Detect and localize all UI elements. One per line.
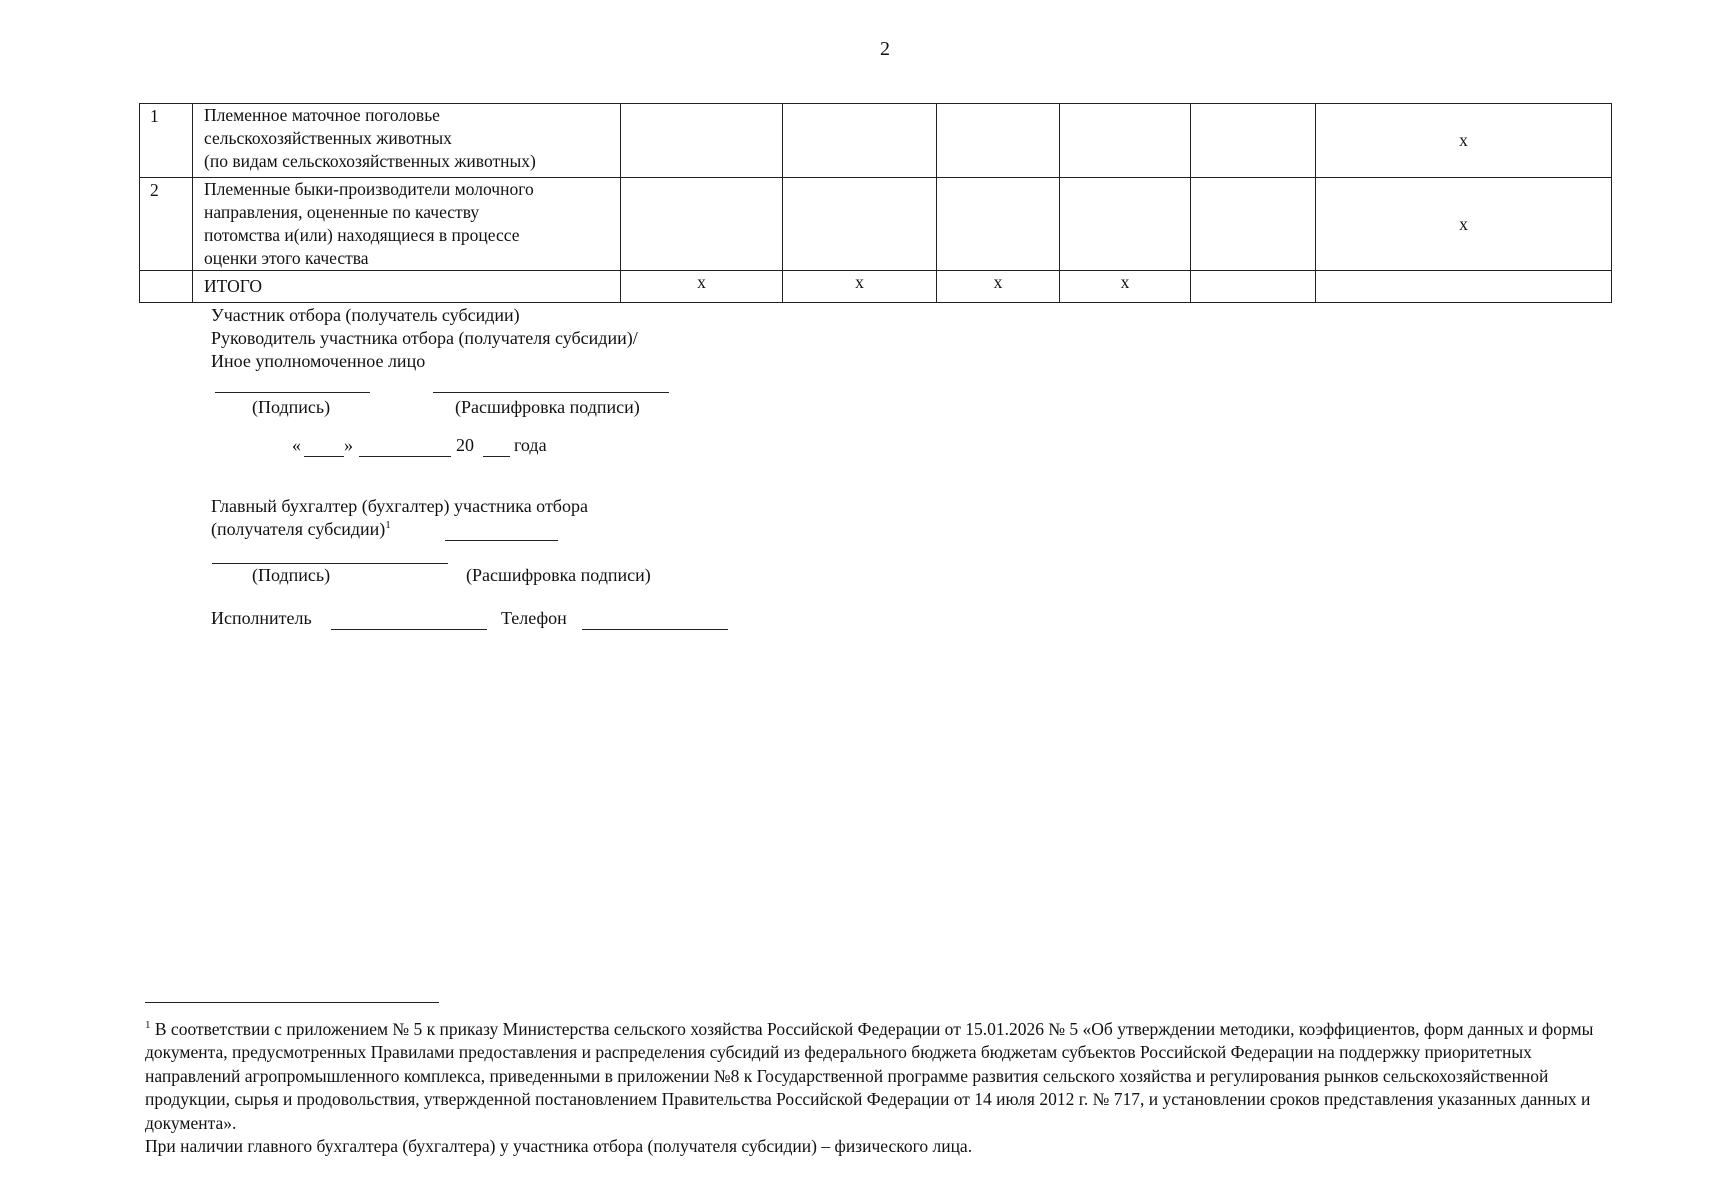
participant-block [211,304,638,373]
phone-label: Телефон [501,608,567,628]
footnote-text-2: При наличии главного бухгалтера (бухгалтера) у участника отбора (получателя субсидии) – физического лица. [145,1136,973,1157]
table-cell: x [621,271,783,303]
table-cell [1191,271,1316,303]
row-name-line: (по видам сельскохозяйственных животных) [204,151,536,171]
row-number [140,271,193,303]
total-label: ИТОГО [204,276,263,296]
row-number: 2 [140,178,193,271]
accountant-signature-line [212,563,448,564]
table-row [140,178,1612,271]
row-name-line: потомства и(или) находящиеся в процессе [204,225,520,245]
row-name-line: Племенное маточное поголовье [204,105,440,125]
decode-line [433,392,669,393]
table-cell [1191,178,1316,271]
footnote [145,1014,1605,1159]
executor-line [331,629,487,630]
decode-label: (Расшифровка подписи) [455,397,640,417]
date-month-line [359,456,451,457]
row-name-line: оценки этого качества [204,248,369,268]
table-cell [621,178,783,271]
sign-label: (Подпись) [252,397,331,417]
table-cell [937,104,1060,178]
accountant-sign-line [445,540,558,541]
table-cell [937,178,1060,271]
table-cell [1316,271,1612,303]
signature-line [215,392,370,393]
row-name [193,104,621,178]
participant-line: Участник отбора (получатель субсидии) [211,305,520,325]
table-cell: x [937,271,1060,303]
page-number: 2 [880,38,890,60]
decode-label: (Расшифровка подписи) [466,565,651,585]
phone-line [582,629,728,630]
row-name [193,178,621,271]
row-name-line: сельскохозяйственных животных [204,128,452,148]
executor-label: Исполнитель [211,608,312,628]
footnote-text: В соответствии с приложением № 5 к приказу Министерства сельского хозяйства Российской Федерации от 15.01.2026 № 5 «Об утверждении методики, коэффициентов, форм данных и формы документа, предусмотренных Правилами предоставления и распределения субсидий из федерального бюджета бюджетам субъектов Российской Федерации на поддержку приоритетных направлений агропромышленного комплекса, приведенными в приложении №8 к Государственной программе развития сельского хозяйства и регулирования рынков сельскохозяйственной продукции, сырья и продовольствия, утвержденной постановлением Правительства Российской Федерации от 14 июля 2012 г. № 717, и установлении сроков представления указанных данных и документа». [145,1018,1594,1133]
row-name-line: Племенные быки-производители молочного [204,179,534,199]
table-cell [1060,178,1191,271]
footnote-number: 1 [145,1019,151,1031]
accountant-line-2: (получателя субсидии)$^1$ [211,519,391,539]
date-open-quote: « [292,435,301,455]
table-cell: x [1316,104,1612,178]
sign-label: (Подпись) [252,565,331,585]
date-year-prefix: 20 [456,435,474,455]
table-cell: x [783,271,937,303]
table-row-total [140,271,1612,303]
row-name [193,271,621,303]
participant-line: Руководитель участника отбора (получателя субсидии)/ [211,328,638,348]
accountant-line: Главный бухгалтер (бухгалтер) участника отбора [211,496,588,516]
table-cell [1060,104,1191,178]
row-name-line: направления, оцененные по качеству [204,202,480,222]
table-cell [783,178,937,271]
table-cell [783,104,937,178]
date-close-quote: » [344,435,353,455]
table-cell: x [1316,178,1612,271]
table-cell: x [1060,271,1191,303]
table-row [140,104,1612,178]
date-year-line [483,456,510,457]
date-suffix: года [514,435,547,455]
participant-line: Иное уполномоченное лицо [211,351,426,371]
subsidy-table [139,103,1612,303]
footnote-mark: 1 [385,519,391,531]
row-number: 1 [140,104,193,178]
date-day-line [304,456,344,457]
table-cell [621,104,783,178]
footnote-divider [145,1002,439,1003]
table-cell [1191,104,1316,178]
